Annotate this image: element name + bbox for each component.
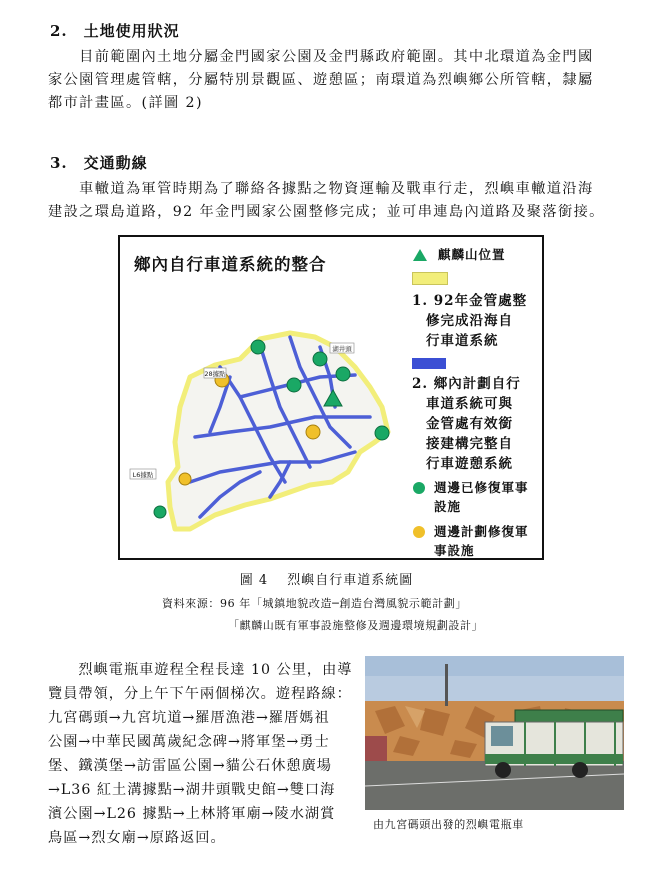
section-2-title: 2. 土地使用狀況	[50, 22, 180, 40]
map-label-28: 28據點	[204, 370, 226, 378]
section-2-body	[48, 46, 614, 115]
photo-caption: 由九宮碼頭出發的烈嶼電瓶車	[373, 818, 524, 831]
legend-yellow: 1. 92年金管處整 修完成沿海自 行車道系統	[412, 293, 528, 349]
figure-source-2: 「麒麟山既有軍事設施整修及週邊環境規劃設計」	[228, 619, 484, 632]
section-3-title: 3. 交通動線	[50, 154, 148, 172]
figure-caption: 圖 4 烈嶼自行車道系統圖	[239, 573, 414, 588]
triangle-icon	[412, 248, 428, 262]
legend-orange: 週邊計劃修復軍 事設施	[412, 522, 542, 560]
paragraph-line: 公園→中華民國萬歲紀念碑→將軍堡→勇士	[48, 734, 330, 750]
legend-green: 週邊已修復軍事 設施	[412, 478, 542, 516]
map-legend	[412, 245, 542, 560]
paragraph-line: 烈嶼電瓶車遊程全程長達 10 公里，由導	[48, 662, 353, 678]
paragraph-line: 堡、鐵漢堡→訪雷區公園→貓公石休憩廣場	[48, 758, 332, 774]
paragraph-line: 都市計畫區。(詳圖 2)	[48, 95, 203, 111]
green-circle-icon	[412, 481, 426, 495]
electric-cart-photo	[365, 656, 624, 810]
section-3-body	[48, 178, 614, 224]
paragraph-line: 家公園管理處管轄，分屬特別景觀區、遊憩區；南環道為烈嶼鄉公所管轄，隸屬	[48, 72, 594, 88]
paragraph-line: 濱公園→L26 據點→上林將軍廟→陵水湖賞	[48, 806, 336, 822]
island-shape	[168, 333, 388, 529]
paragraph-line: 建設之環島道路，92 年金門國家公園整修完成；並可串連島內道路及聚落銜接。	[48, 204, 605, 220]
blue-swatch	[412, 358, 446, 369]
paragraph-line: 目前範圍內土地分屬金門國家公園及金門縣政府範圍。其中北環道為金門國	[48, 49, 594, 65]
bike-route-map-figure	[118, 235, 544, 560]
paragraph-line: 鳥區→烈女廟→原路返回。	[48, 830, 226, 846]
legend-blue: 2. 鄉內計劃自行 車道系統可與 金管處有效銜 接建構完整自 行車遊憩系統	[412, 376, 521, 472]
map-label-hujingtou: 湖井頭	[332, 345, 352, 353]
paragraph-line: 車轍道為軍管時期為了聯絡各據點之物資運輸及戰車行走，烈嶼車轍道沿海	[48, 181, 594, 197]
orange-circle-icon	[412, 525, 426, 539]
paragraph-line: 九宮碼頭→九宮坑道→羅厝漁港→羅厝媽祖	[48, 710, 330, 726]
island-map	[120, 267, 420, 557]
legend-kilin: 麒麟山位置	[412, 245, 542, 264]
figure-source-1: 資料來源：96 年「城鎮地貌改造─創造台灣風貌示範計劃」	[162, 597, 467, 610]
paragraph-line: →L36 紅土溝據點→湖井頭戰史館→雙口海	[48, 782, 336, 798]
map-label-l6: L6據點	[132, 471, 154, 479]
paragraph-line: 覽員帶領，分上午下午兩個梯次。遊程路線：	[48, 686, 352, 702]
figure-title: 鄉內自行車道系統的整合	[134, 255, 327, 274]
tour-description	[48, 658, 358, 850]
yellow-swatch	[412, 272, 448, 285]
photo-illustration	[365, 656, 624, 810]
